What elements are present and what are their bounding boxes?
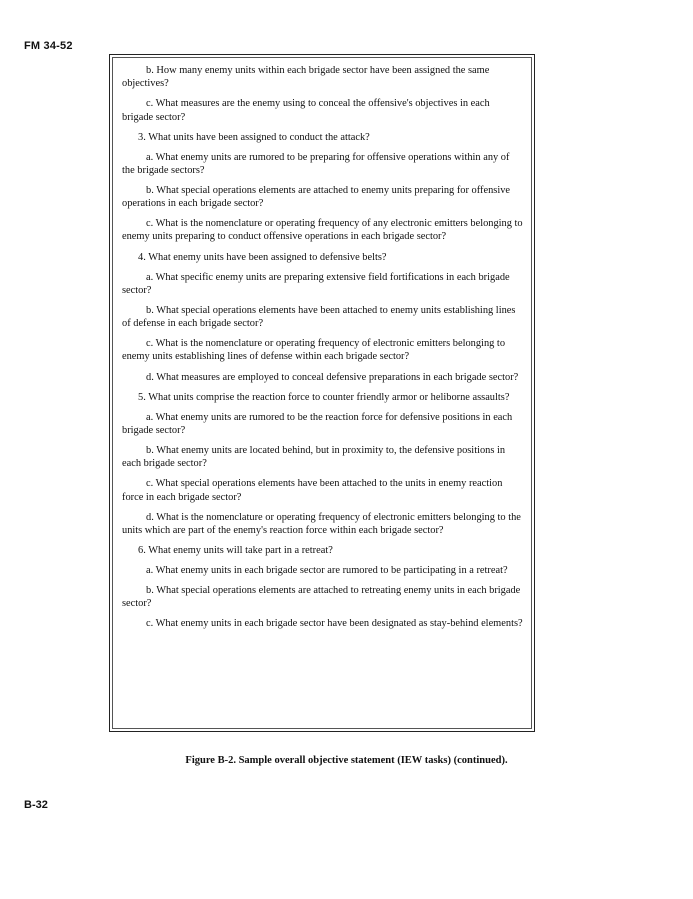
page-number: B-32: [24, 799, 48, 811]
objective-statement-box: [109, 54, 535, 732]
question-6-retreat-units: 6. What enemy units will take part in a retreat?: [138, 544, 333, 556]
question-4-defensive-belts: 4. What enemy units have been assigned to defensive belts?: [138, 251, 387, 263]
question-3b-units-same-objectives: b. How many enemy units within each brigade sector have been assigned the same objectives?: [122, 65, 490, 90]
question-4a-field-fortifications: a. What specific enemy units are preparing extensive field fortifications in each brigade sector?: [122, 271, 510, 296]
question-6c-stay-behind: c. What enemy units in each brigade sector have been designated as stay-behind elements?: [146, 618, 523, 630]
objective-statement-inner-border: [112, 57, 532, 729]
question-3c-conceal-objectives: c. What measures are the enemy using to conceal the offensive's objectives in each brigade sector?: [122, 98, 490, 123]
question-3c-emitters-offensive: c. What is the nomenclature or operating frequency of any electronic emitters belonging to enemy units preparing to conduct offensive operations in each brigade sector?: [122, 218, 523, 243]
question-3-attack-units: 3. What units have been assigned to conduct the attack?: [138, 131, 370, 143]
question-3b-special-ops-offensive: b. What special operations elements are attached to enemy units preparing for offensive operations in each brigade sector?: [122, 184, 511, 210]
objective-statement-list: [113, 58, 531, 631]
question-3a-rumored-offensive: a. What enemy units are rumored to be preparing for offensive operations within any of the brigade sectors?: [122, 151, 510, 176]
question-6b-special-ops-retreat: b. What special operations elements are attached to retreating enemy units in each brigade sector?: [122, 585, 521, 610]
figure-caption: Figure B-2. Sample overall objective statement (IEW tasks) (continued).: [185, 755, 508, 766]
question-4c-emitters-defense: c. What is the nomenclature or operating frequency of electronic emitters belonging to enemy units establishing lines of defense within each brigade sector?: [122, 338, 506, 363]
question-6a-rumored-retreat: a. What enemy units in each brigade sector are rumored to be participating in a retreat?: [146, 565, 508, 577]
question-5b-units-behind-defense: b. What enemy units are located behind, but in proximity to, the defensive positions in each brigade sector?: [122, 445, 506, 470]
question-5d-emitters-reaction: d. What is the nomenclature or operating frequency of electronic emitters belonging to the units which are part of the enemy's reaction force within each brigade sector?: [122, 511, 521, 536]
question-5-reaction-force: 5. What units comprise the reaction force to counter friendly armor or heliborne assaults?: [138, 391, 510, 403]
question-4b-special-ops-defense: b. What special operations elements have been attached to enemy units establishing lines of defense in each brigade sector?: [122, 304, 516, 330]
question-4d-conceal-defense: d. What measures are employed to conceal defensive preparations in each brigade sector?: [146, 371, 519, 383]
question-5c-special-ops-reaction: c. What special operations elements have been attached to the units in enemy reaction force in each brigade sector?: [122, 478, 503, 503]
question-5a-rumored-reaction-force: a. What enemy units are rumored to be the reaction force for defensive positions in each brigade sector?: [122, 411, 513, 436]
document-id: FM 34-52: [24, 40, 73, 52]
